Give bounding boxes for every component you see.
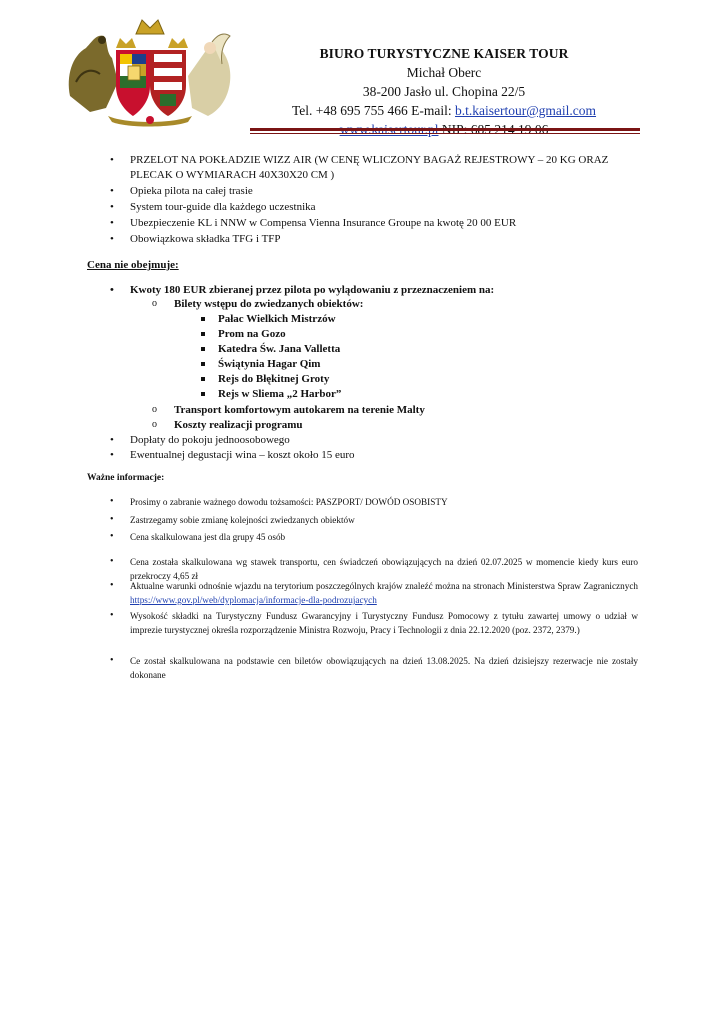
- important-item: • Cena skalkulowana jest dla grupy 45 osób: [130, 530, 638, 544]
- ticket-item: Świątynia Hagar Qim: [218, 358, 321, 370]
- important-item: • Wysokość składki na Turystyczny Fundusz Gwarancyjny i Turystyczny Fundusz Pomocowy z tytułu zawartej umowy o udział w imprezie turystycznej określa rozporządzenie Ministra Rozwoju, Pracy i Technologii z dnia 22.12.2020 (poz. 2372, 2379.): [130, 609, 638, 637]
- not-included-main-item: • Kwoty 180 EUR zbieranej przez pilota po wylądowaniu z przeznaczeniem na:: [130, 283, 494, 298]
- ticket-item: Prom na Gozo: [218, 328, 286, 340]
- important-item: • Prosimy o zabranie ważnego dowodu tożsamości: PASZPORT/ DOWÓD OSOBISTY: [130, 495, 638, 509]
- included-item: • PRZELOT NA POKŁADZIE WIZZ AIR (W CENĘ WLICZONY BAGAŻ REJESTROWY – 20 KG ORAZ PLECAK O WYMIARACH 40X30X20 CM ): [130, 153, 640, 183]
- entry-conditions-item: [130, 579, 638, 607]
- important-item: • Zastrzegamy sobie zmianę kolejności zwiedzanych obiektów: [130, 513, 638, 527]
- included-item: • Opieka pilota na całej trasie: [130, 184, 253, 199]
- entry-conditions-link[interactable]: https://www.gov.pl/web/dyplomacja/informacje-dla-podrozujacych: [130, 595, 377, 605]
- extra-item: • Ewentualnej degustacji wina – koszt około 15 euro: [130, 448, 355, 463]
- company-name: BIURO TURYSTYCZNE KAISER TOUR: [319, 46, 569, 61]
- company-address: 38-200 Jasło ul. Chopina 22/5: [362, 84, 526, 99]
- owner-name: Michał Oberc: [406, 65, 482, 80]
- included-item: • Obowiązkowa składka TFG i TFP: [130, 232, 281, 247]
- important-item: • Ce został skalkulowana na podstawie cen biletów obowiązujących na dzień 13.08.2025. Na dzień dzisiejszy rezerwacje nie zostały dokonane: [130, 654, 638, 682]
- tickets-label: o Bilety wstępu do zwiedzanych obiektów:: [174, 297, 363, 312]
- ticket-item: Rejs w Sliema „2 Harbor”: [218, 388, 342, 400]
- header-rule-thin: [250, 133, 640, 134]
- ticket-item: Rejs do Błękitnej Groty: [218, 373, 330, 385]
- phone-text: Tel. +48 695 755 466 E-mail:: [291, 103, 455, 118]
- costs-item: o Koszty realizacji programu: [174, 418, 303, 433]
- transport-item: o Transport komfortowym autokarem na terenie Malty: [174, 403, 425, 418]
- ticket-item: Katedra Św. Jana Valletta: [218, 343, 341, 355]
- letterhead: [254, 44, 634, 139]
- entry-conditions-text: Aktualne warunki odnośnie wjazdu na terytorium poszczególnych krajów znaleźć można na stronach Ministerstwa Spraw Zagranicznych: [130, 581, 638, 591]
- not-included-heading: Cena nie obejmuje:: [87, 259, 179, 271]
- included-item: • System tour-guide dla każdego uczestnika: [130, 200, 316, 215]
- important-item: • Cena została skalkulowana wg stawek transportu, cen świadczeń obowiązujących na dzień 02.07.2025 w momencie kiedy kurs euro przekroczy 4,65 zł: [130, 555, 638, 583]
- email-link[interactable]: b.t.kaisertour@gmail.com: [455, 103, 597, 118]
- important-heading: Ważne informacje:: [87, 473, 165, 483]
- extra-item: • Dopłaty do pokoju jednoosobowego: [130, 433, 290, 448]
- ticket-item: Pałac Wielkich Mistrzów: [218, 313, 336, 325]
- contact-line: [254, 101, 634, 120]
- included-item: • Ubezpieczenie KL i NNW w Compensa Vienna Insurance Groupe na kwotę 20 00 EUR: [130, 216, 516, 231]
- coat-of-arms-logo: [62, 12, 238, 128]
- header-rule-thick: [250, 128, 640, 131]
